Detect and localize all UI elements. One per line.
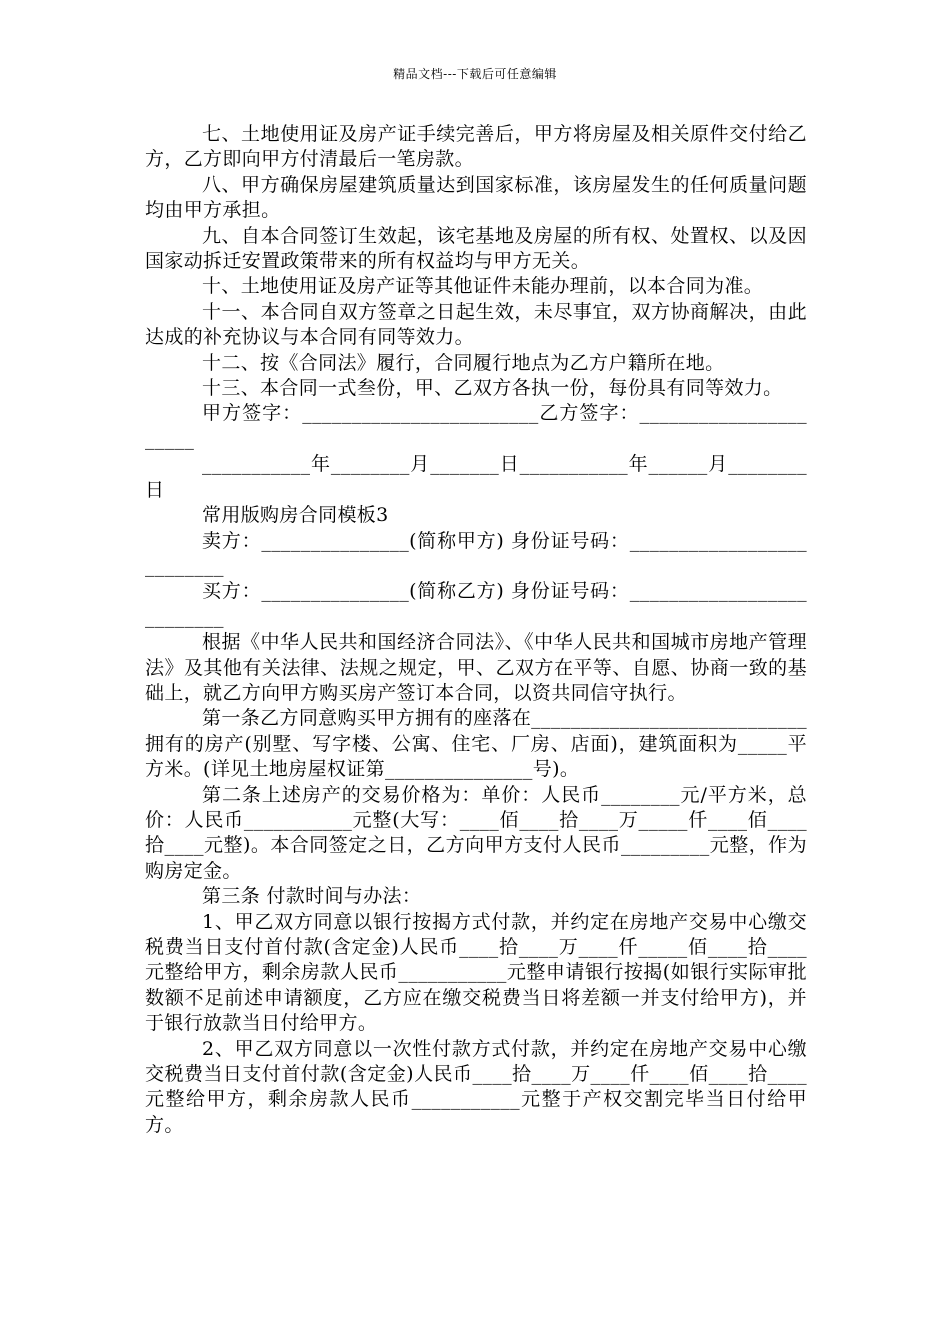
- clause-10: 十、土地使用证及房产证等其他证件未能办理前，以本合同为准。: [202, 275, 764, 298]
- clause-7: 七、土地使用证及房产证手续完善后，甲方将房屋及相关原件交付给乙方，乙方即向甲方付清最后一笔房款。: [145, 123, 807, 171]
- article-3-item-2: 2、甲乙双方同意以一次性付款方式付款，并约定在房地产交易中心缴交税费当日支付首付款(含定金)人民币____拾____万____仟____佰____拾____元整给甲方，剩余房款人民币___________元整于产权交割完毕当日付给甲方。: [145, 1037, 807, 1136]
- article-1: 第一条乙方同意购买甲方拥有的座落在____________________________拥有的房产(别墅、写字楼、公寓、住宅、厂房、店面)，建筑面积为_____平方米。(详见土地房屋权证第_______________号)。: [145, 707, 807, 781]
- buyer-line: 买方：_______________(简称乙方) 身份证号码：__________________________: [145, 580, 807, 628]
- article-3-item-1: 1、甲乙双方同意以银行按揭方式付款，并约定在房地产交易中心缴交税费当日支付首付款(含定金)人民币____拾____万____仟_____佰____拾____元整给甲方，剩余房款人民币___________元整申请银行按揭(如银行实际审批数额不足前述申请额度，乙方应在缴交税费当日将差额一并支付给甲方)，并于银行放款当日付给甲方。: [145, 910, 807, 1035]
- date-line: ___________年________月_______日___________年______月________日: [145, 453, 807, 501]
- clause-13: 十三、本合同一式叁份，甲、乙双方各执一份，每份具有同等效力。: [202, 377, 783, 400]
- clause-8: 八、甲方确保房屋建筑质量达到国家标准，该房屋发生的任何质量问题均由甲方承担。: [145, 173, 807, 222]
- document-body: [145, 122, 807, 1138]
- clause-11: 十一、本合同自双方签章之日起生效，未尽事宜，双方协商解决，由此达成的补充协议与本合同有同等效力。: [145, 300, 807, 349]
- article-2: 第二条上述房产的交易价格为：单价：人民币________元/平方米，总价：人民币___________元整(大写：____佰____拾____万_____仟____佰____拾____元整)。本合同签定之日，乙方向甲方支付人民币_________元整，作为购房定金。: [145, 783, 807, 882]
- signature-line: 甲方签字：________________________乙方签字：______________________: [145, 402, 807, 450]
- seller-line: 卖方：_______________(简称甲方) 身份证号码：__________________________: [145, 529, 807, 577]
- preamble: 根据《中华人民共和国经济合同法》、《中华人民共和国城市房地产管理法》及其他有关法律、法规之规定，甲、乙双方在平等、自愿、协商一致的基础上，就乙方向甲方购买房产签订本合同，以资共同信守执行。: [145, 631, 807, 704]
- page-header: 精品文档---下载后可任意编辑: [393, 67, 557, 81]
- article-3-heading: 第三条 付款时间与办法：: [202, 885, 422, 908]
- template-title: 常用版购房合同模板3: [202, 504, 389, 527]
- clause-9: 九、自本合同签订生效起，该宅基地及房屋的所有权、处置权、以及因国家动拆迁安置政策带来的所有权益均与甲方无关。: [145, 224, 807, 273]
- clause-12: 十二、按《合同法》履行，合同履行地点为乙方户籍所在地。: [202, 351, 725, 374]
